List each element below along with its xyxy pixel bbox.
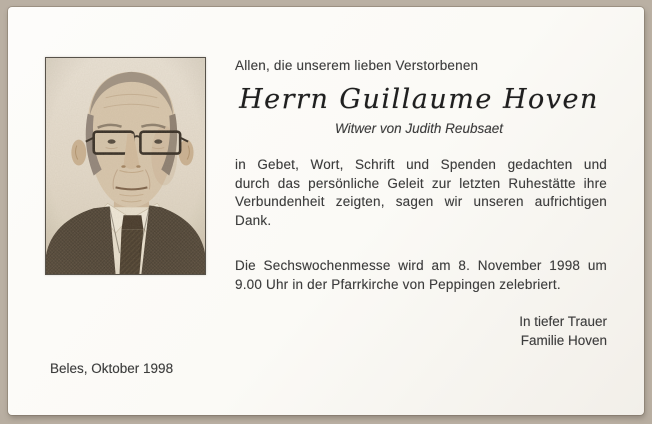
intro-line: Allen, die unserem lieben Verstorbenen	[235, 58, 479, 73]
paragraph-line: durch das persönliche Geleit zur letzten Ruhestätte ihre	[235, 175, 607, 191]
mass-paragraph	[235, 257, 607, 294]
paragraph-line: Verbundenheit zeigten, sagen wir unseren aufrichtigen	[235, 194, 607, 209]
dateline: Beles, Oktober 1998	[50, 361, 174, 376]
paragraph-line: Die Sechswochenmesse wird am 8. November 1998 um	[235, 258, 607, 273]
paragraph-line: Dank.	[235, 212, 272, 228]
thanks-paragraph	[235, 156, 607, 230]
closing-block	[519, 312, 607, 350]
closing-line-1: In tiefer Trauer	[519, 314, 607, 329]
portrait-illustration	[46, 58, 205, 274]
portrait-photo	[45, 57, 206, 275]
paragraph-line: in Gebet, Wort, Schrift und Spenden gedachten und	[235, 157, 607, 172]
relation-line: Witwer von Judith Reubsaet	[335, 121, 503, 136]
closing-line-2: Familie Hoven	[520, 333, 607, 348]
paragraph-line: 9.00 Uhr in der Pfarrkirche von Peppingen zelebriert.	[235, 276, 561, 292]
memorial-card	[8, 7, 644, 415]
deceased-name: Herrn Guillaume Hoven	[239, 84, 599, 115]
